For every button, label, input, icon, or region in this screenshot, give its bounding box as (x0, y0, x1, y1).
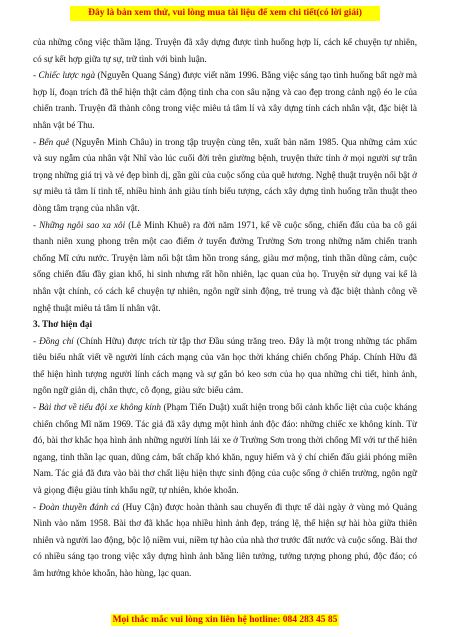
paragraph: - Những ngôi sao xa xôi (Lê Minh Khuê) ra đời năm 1971, kể về cuộc sống, chiến đấu của ba cô gái thanh niên xung phong trên một cao điểm ở tuyến đường Trường Sơn trong những năm chiến tranh chống Mĩ cứu nước. Truyện làm nổi bật tâm hồn trong sáng, giàu mơ mộng, tinh thần dũng cảm, cuộc sống chiến đấu đầy gian khổ, hi sinh nhưng rất hồn nhiên, lạc quan của họ. Truyện sử dụng vai kể là nhân vật chính, có cách kể chuyện tự nhiên, ngôn ngữ sinh động, trẻ trung và đặc biệt thành công về nghệ thuật miêu tả tâm lí nhân vật. (33, 219, 417, 313)
work-title: Bài thơ về tiểu đội xe không kính (38, 402, 161, 413)
work-title: Đồng chí (39, 335, 74, 346)
work-title: Chiếc lược ngà (38, 70, 96, 81)
paragraph: - Bài thơ về tiểu đội xe không kính (Phạm Tiến Duật) xuất hiện trong bối cảnh khốc liệt của cuộc kháng chiến chống Mĩ năm 1969. Tác giả đã xây dựng một hình ảnh độc đáo: những chiếc xe không kính. Từ đó, bài thơ khắc họa hình ảnh những người lính lái xe ở Trường Sơn trong thời chống Mĩ với tư thế hiên ngang, tinh thần lạc quan, dũng cảm, bất chấp khó khăn, nguy hiểm và ý chí chiến đấu giải phóng miền Nam. Tác giả đã đưa vào bài thơ chất liệu hiện thực sinh động của cuộc sống ở chiến trường, ngôn ngữ và giọng điệu giàu tính khẩu ngữ, tự nhiên, khỏe khoắn. (33, 402, 417, 496)
paragraph: - Đồng chí (Chính Hữu) được trích từ tập thơ Đầu súng trăng treo. Đây là một trong những tác phẩm tiêu biểu nhất viết về người lính cách mạng của văn học thời kháng chiến chống Pháp. Chính Hữu đã thể hiện hình tượng người lính cách mạng và sự gắn bó keo sơn của họ qua những chi tiết, hình ảnh, ngôn ngữ giản dị, chân thực, cô đọng, giàu sức biểu cảm. (33, 335, 418, 396)
paragraph: - Bến quê (Nguyễn Minh Châu) in trong tập truyện cùng tên, xuất bản năm 1985. Qua những cảm xúc và suy ngẫm của nhân vật Nhĩ vào lúc cuối đời trên giường bệnh, truyện thức tỉnh ở mọi người sự trân trọng những giá trị và vẻ đẹp bình dị, gần gũi của cuộc sống của quê hương. Nghệ thuật truyện nổi bật ở sự miêu tả tâm lí tinh tế, nhiều hình ảnh giàu tính biểu tượng, cách xây dựng tình huống trần thuật theo dòng tâm trạng của nhân vật. (33, 136, 417, 213)
paragraph: - Đoàn thuyền đánh cá (Huy Cận) được hoàn thành sau chuyến đi thực tế dài ngày ở vùng mỏ Quảng Ninh vào năm 1958. Bài thơ đã khắc họa nhiều hình ảnh đẹp, tráng lệ, thể hiện sự hài hòa giữa thiên nhiên và người lao động, bộc lộ niềm vui, niềm tự hào của nhà thơ trước đất nước và cuộc sống. Bài thơ có nhiều sáng tạo trong việc xây dựng hình ảnh bằng liên tưởng, tưởng tượng phong phú, độc đáo; có âm hưởng khỏe khoắn, hào hùng, lạc quan. (33, 501, 417, 578)
hotline-footer (0, 613, 450, 627)
work-title: Đoàn thuyền đánh cá (38, 501, 120, 512)
paragraph: của những công việc thầm lặng. Truyện đã xây dựng được tình huống hợp lí, cách kể chuyện tự nhiên, có sự kết hợp giữa tự sự, trữ tình với bình luận. (33, 37, 417, 64)
section-heading: 3. Thơ hiện đại (33, 319, 93, 330)
preview-banner: Đây là bản xem thử, vui lòng mua tài liệu để xem chi tiết(có lời giải) (70, 6, 380, 21)
work-title: Bến quê (38, 136, 70, 147)
document-body (33, 34, 417, 582)
paragraph: - Chiếc lược ngà (Nguyễn Quang Sáng) được viết năm 1996. Bằng việc sáng tạo tình huống bất ngờ mà hợp lí, đoạn trích đã thể hiện thật cảm động tình cha con sâu nặng và cao đẹp trong cảnh ngộ éo le của chiến tranh. Truyện đã thành công trong việc miêu tả tâm lí và xây dựng tính cách nhân vật, đặc biệt là nhân vật bé Thu. (33, 70, 417, 130)
work-title: Những ngôi sao xa xôi (39, 219, 126, 230)
hotline-text: Mọi thắc mắc vui lòng xin liên hệ hotline: 084 283 45 85 (112, 615, 338, 625)
